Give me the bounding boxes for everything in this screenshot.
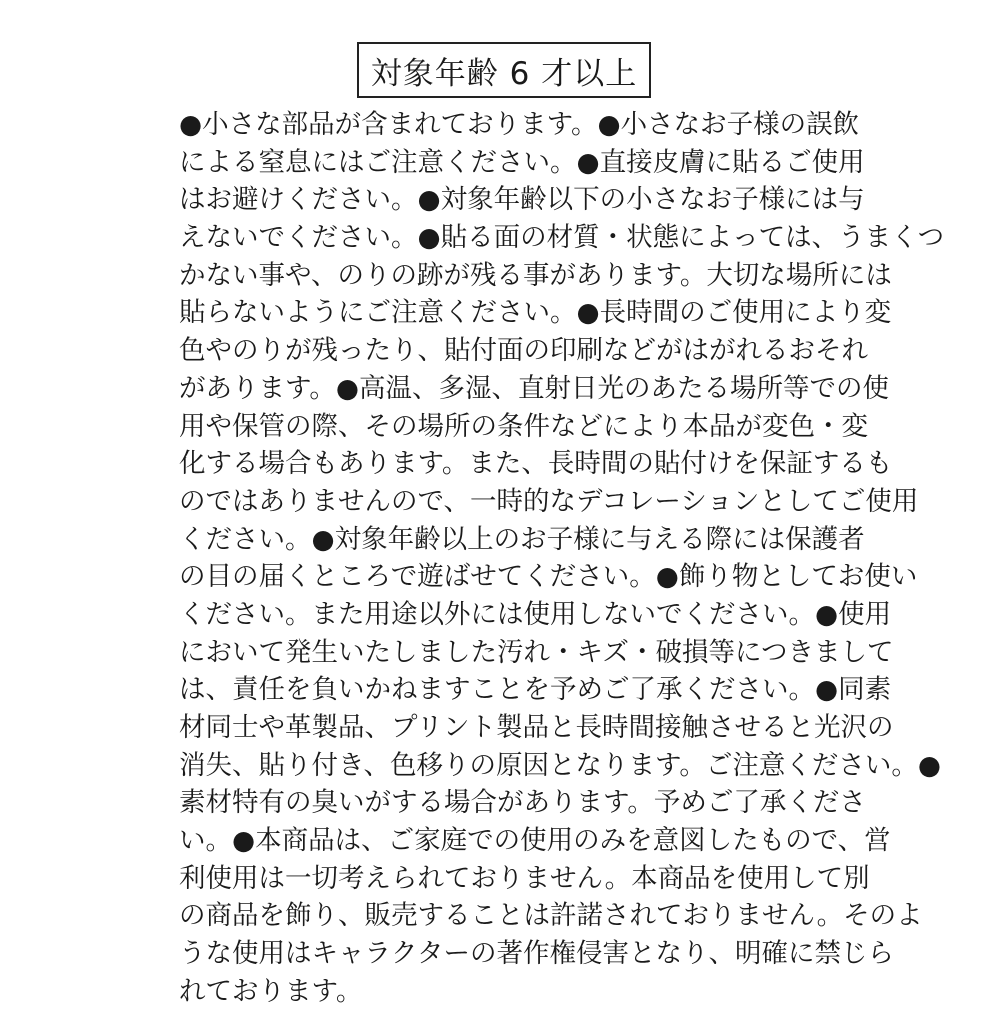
notice-line: うな使用はキャラクターの著作権侵害となり、明確に禁じら	[179, 938, 894, 970]
notice-line: 化する場合もあります。また、長時間の貼付けを保証するも	[179, 448, 893, 480]
notice-line: ください。●対象年齢以上のお子様に与える際には保護者	[179, 523, 865, 555]
notice-line: 貼らないようにご注意ください。●長時間のご使用により変	[179, 297, 892, 329]
notice-line: 材同士や革製品、プリント製品と長時間接触させると光沢の	[179, 712, 894, 743]
notice-line: による窒息にはご注意ください。●直接皮膚に貼るご使用	[179, 146, 865, 178]
notice-line: れております。	[179, 975, 363, 1007]
notice-line: 用や保管の際、その場所の条件などにより本品が変色・変	[179, 410, 868, 442]
caution-notice	[179, 106, 945, 1011]
age-recommendation-box	[357, 42, 651, 98]
notice-line: があります。●高温、多湿、直射日光のあたる場所等での使	[179, 372, 890, 404]
notice-line: 素材特有の臭いがする場合があります。予めご了承くださ	[179, 787, 866, 819]
notice-line: の商品を飾り、販売することは許諾されておりません。そのよ	[179, 900, 923, 932]
notice-line: において発生いたしました汚れ・キズ・破損等につきまして	[179, 636, 894, 668]
notice-line: 利使用は一切考えられておりません。本商品を使用して別	[179, 862, 870, 894]
notice-line: のではありませんので、一時的なデコレーションとしてご使用	[179, 485, 919, 517]
notice-line: 色やのりが残ったり、貼付面の印刷などがはがれるおそれ	[179, 335, 868, 367]
notice-line: かない事や、のりの跡が残る事があります。大切な場所には	[179, 259, 892, 291]
notice-line: い。●本商品は、ご家庭での使用のみを意図したもので、営	[179, 825, 891, 857]
notice-line: えないでください。●貼る面の材質・状態によっては、うまくつ	[179, 222, 945, 254]
notice-line: ●小さな部品が含まれております。●小さなお子様の誤飲	[179, 109, 860, 140]
notice-line: ください。また用途以外には使用しないでください。●使用	[179, 598, 892, 630]
notice-line: は、責任を負いかねますことを予めご了承ください。●同素	[179, 674, 892, 706]
notice-line: 消失、貼り付き、色移りの原因となります。ご注意ください。●	[179, 749, 941, 781]
age-recommendation-label: 対象年齢 6 才以上	[370, 55, 638, 92]
notice-line: はお避けください。●対象年齢以下の小さなお子様には与	[179, 184, 865, 216]
notice-line: の目の届くところで遊ばせてください。●飾り物としてお使い	[179, 561, 918, 593]
